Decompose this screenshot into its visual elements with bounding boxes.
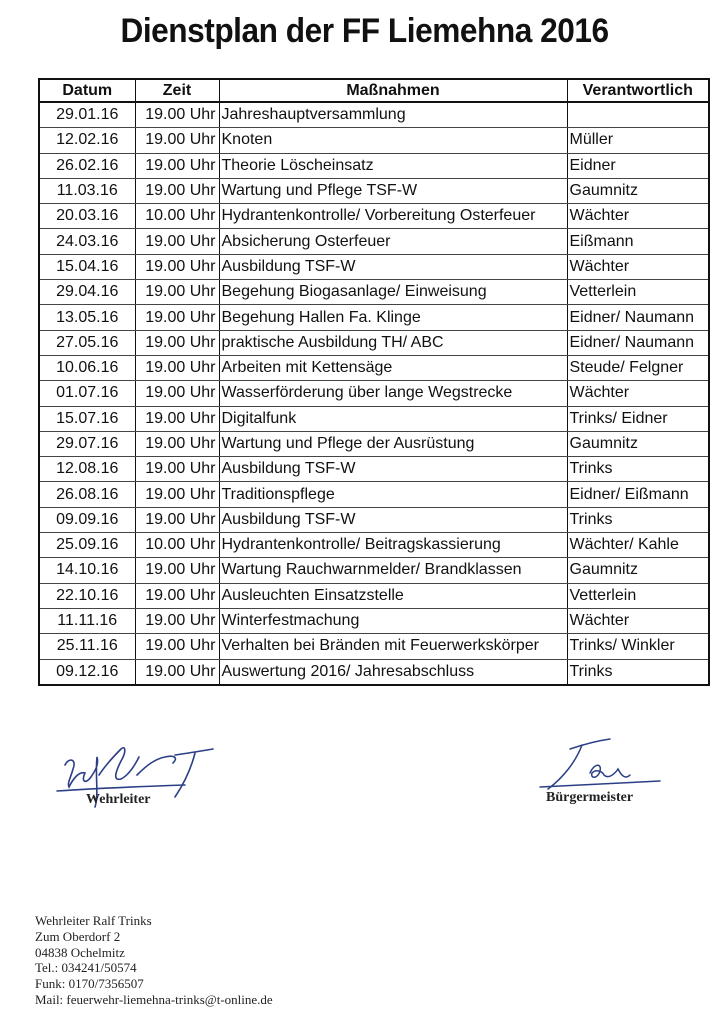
- cell-datum: 20.03.16: [39, 204, 135, 229]
- cell-massnahme: Hydrantenkontrolle/ Beitragskassierung: [219, 533, 567, 558]
- table-row: [39, 583, 709, 608]
- cell-datum: 25.09.16: [39, 533, 135, 558]
- cell-zeit: 19.00 Uhr: [135, 457, 219, 482]
- cell-massnahme: Ausleuchten Einsatzstelle: [219, 583, 567, 608]
- table-header-row: [39, 79, 709, 102]
- cell-massnahme: Winterfestmachung: [219, 608, 567, 633]
- cell-massnahme: Hydrantenkontrolle/ Vorbereitung Osterfeuer: [219, 204, 567, 229]
- cell-datum: 26.02.16: [39, 153, 135, 178]
- wehrleiter-label: Wehrleiter: [86, 792, 151, 807]
- footer-line: Tel.: 034241/50574: [35, 960, 137, 976]
- cell-datum: 09.09.16: [39, 507, 135, 532]
- cell-zeit: 19.00 Uhr: [135, 305, 219, 330]
- cell-datum: 11.11.16: [39, 608, 135, 633]
- cell-verantwortlich: Vetterlein: [567, 280, 709, 305]
- cell-zeit: 19.00 Uhr: [135, 229, 219, 254]
- cell-zeit: 19.00 Uhr: [135, 280, 219, 305]
- cell-datum: 15.04.16: [39, 254, 135, 279]
- cell-verantwortlich: Eißmann: [567, 229, 709, 254]
- cell-datum: 12.02.16: [39, 128, 135, 153]
- header-datum: Datum: [39, 79, 135, 102]
- cell-datum: 27.05.16: [39, 330, 135, 355]
- cell-verantwortlich: Gaumnitz: [567, 431, 709, 456]
- cell-massnahme: Ausbildung TSF-W: [219, 457, 567, 482]
- table-row: [39, 305, 709, 330]
- cell-verantwortlich: Trinks/ Winkler: [567, 634, 709, 659]
- table-row: [39, 381, 709, 406]
- cell-massnahme: Wartung Rauchwarnmelder/ Brandklassen: [219, 558, 567, 583]
- contact-footer: [35, 913, 273, 1008]
- footer-line: Zum Oberdorf 2: [35, 928, 121, 944]
- cell-datum: 24.03.16: [39, 229, 135, 254]
- table-row: [39, 659, 709, 685]
- cell-zeit: 19.00 Uhr: [135, 102, 219, 128]
- cell-zeit: 19.00 Uhr: [135, 507, 219, 532]
- table-row: [39, 634, 709, 659]
- cell-zeit: 19.00 Uhr: [135, 153, 219, 178]
- footer-line: 04838 Ochelmitz: [35, 944, 125, 960]
- table-row: [39, 457, 709, 482]
- cell-verantwortlich: Eidner/ Naumann: [567, 305, 709, 330]
- cell-verantwortlich: Gaumnitz: [567, 178, 709, 203]
- cell-massnahme: Jahreshauptversammlung: [219, 102, 567, 128]
- cell-datum: 22.10.16: [39, 583, 135, 608]
- cell-zeit: 19.00 Uhr: [135, 659, 219, 685]
- cell-datum: 13.05.16: [39, 305, 135, 330]
- cell-verantwortlich: Trinks: [567, 507, 709, 532]
- cell-massnahme: Auswertung 2016/ Jahresabschluss: [219, 659, 567, 685]
- cell-zeit: 19.00 Uhr: [135, 254, 219, 279]
- cell-zeit: 19.00 Uhr: [135, 583, 219, 608]
- table-row: [39, 507, 709, 532]
- footer-line: Funk: 0170/7356507: [35, 976, 144, 992]
- cell-zeit: 19.00 Uhr: [135, 406, 219, 431]
- cell-verantwortlich: Wächter: [567, 254, 709, 279]
- cell-datum: 11.03.16: [39, 178, 135, 203]
- cell-massnahme: Theorie Löscheinsatz: [219, 153, 567, 178]
- cell-massnahme: Digitalfunk: [219, 406, 567, 431]
- table-row: [39, 533, 709, 558]
- table-row: [39, 280, 709, 305]
- table-row: [39, 178, 709, 203]
- cell-verantwortlich: Eidner/ Eißmann: [567, 482, 709, 507]
- table-row: [39, 254, 709, 279]
- footer-line: Mail: feuerwehr-liemehna-trinks@t-online.de: [35, 991, 273, 1007]
- cell-datum: 29.01.16: [39, 102, 135, 128]
- cell-datum: 10.06.16: [39, 355, 135, 380]
- cell-datum: 26.08.16: [39, 482, 135, 507]
- cell-massnahme: Ausbildung TSF-W: [219, 507, 567, 532]
- cell-massnahme: Verhalten bei Bränden mit Feuerwerkskörper: [219, 634, 567, 659]
- cell-zeit: 10.00 Uhr: [135, 533, 219, 558]
- cell-zeit: 19.00 Uhr: [135, 482, 219, 507]
- cell-verantwortlich: Vetterlein: [567, 583, 709, 608]
- cell-zeit: 19.00 Uhr: [135, 178, 219, 203]
- cell-datum: 29.04.16: [39, 280, 135, 305]
- table-row: [39, 431, 709, 456]
- cell-zeit: 19.00 Uhr: [135, 558, 219, 583]
- cell-zeit: 19.00 Uhr: [135, 330, 219, 355]
- table-row: [39, 482, 709, 507]
- cell-datum: 15.07.16: [39, 406, 135, 431]
- table-row: [39, 406, 709, 431]
- table-row: [39, 153, 709, 178]
- cell-massnahme: Arbeiten mit Kettensäge: [219, 355, 567, 380]
- cell-verantwortlich: Wächter: [567, 608, 709, 633]
- cell-zeit: 19.00 Uhr: [135, 128, 219, 153]
- cell-zeit: 19.00 Uhr: [135, 355, 219, 380]
- cell-verantwortlich: Wächter: [567, 381, 709, 406]
- cell-datum: 01.07.16: [39, 381, 135, 406]
- cell-datum: 09.12.16: [39, 659, 135, 685]
- header-massnahmen: Maßnahmen: [219, 79, 567, 102]
- cell-massnahme: Wartung und Pflege TSF-W: [219, 178, 567, 203]
- table-row: [39, 608, 709, 633]
- cell-massnahme: Begehung Hallen Fa. Klinge: [219, 305, 567, 330]
- table-row: [39, 558, 709, 583]
- cell-zeit: 10.00 Uhr: [135, 204, 219, 229]
- cell-verantwortlich: Trinks: [567, 457, 709, 482]
- header-verantwortlich: Verantwortlich: [567, 79, 709, 102]
- cell-verantwortlich: Wächter/ Kahle: [567, 533, 709, 558]
- cell-verantwortlich: Steude/ Felgner: [567, 355, 709, 380]
- cell-datum: 12.08.16: [39, 457, 135, 482]
- cell-massnahme: Absicherung Osterfeuer: [219, 229, 567, 254]
- cell-massnahme: Wasserförderung über lange Wegstrecke: [219, 381, 567, 406]
- cell-verantwortlich: Gaumnitz: [567, 558, 709, 583]
- cell-verantwortlich: Müller: [567, 128, 709, 153]
- buergermeister-label: Bürgermeister: [546, 790, 634, 805]
- header-zeit: Zeit: [135, 79, 219, 102]
- cell-zeit: 19.00 Uhr: [135, 608, 219, 633]
- cell-verantwortlich: [567, 102, 709, 128]
- table-row: [39, 229, 709, 254]
- table-row: [39, 330, 709, 355]
- footer-line: Wehrleiter Ralf Trinks: [35, 913, 152, 928]
- cell-datum: 14.10.16: [39, 558, 135, 583]
- cell-massnahme: Traditionspflege: [219, 482, 567, 507]
- cell-datum: 25.11.16: [39, 634, 135, 659]
- cell-verantwortlich: Eidner: [567, 153, 709, 178]
- page-title: Dienstplan der FF Liemehna 2016: [120, 12, 609, 50]
- cell-massnahme: Ausbildung TSF-W: [219, 254, 567, 279]
- cell-zeit: 19.00 Uhr: [135, 431, 219, 456]
- cell-verantwortlich: Trinks/ Eidner: [567, 406, 709, 431]
- table-row: [39, 128, 709, 153]
- cell-datum: 29.07.16: [39, 431, 135, 456]
- cell-zeit: 19.00 Uhr: [135, 381, 219, 406]
- duty-schedule-table: [38, 78, 710, 686]
- cell-massnahme: Wartung und Pflege der Ausrüstung: [219, 431, 567, 456]
- cell-massnahme: praktische Ausbildung TH/ ABC: [219, 330, 567, 355]
- cell-verantwortlich: Trinks: [567, 659, 709, 685]
- cell-zeit: 19.00 Uhr: [135, 634, 219, 659]
- table-row: [39, 102, 709, 128]
- cell-verantwortlich: Wächter: [567, 204, 709, 229]
- table-row: [39, 204, 709, 229]
- cell-massnahme: Knoten: [219, 128, 567, 153]
- cell-massnahme: Begehung Biogasanlage/ Einweisung: [219, 280, 567, 305]
- table-row: [39, 355, 709, 380]
- cell-verantwortlich: Eidner/ Naumann: [567, 330, 709, 355]
